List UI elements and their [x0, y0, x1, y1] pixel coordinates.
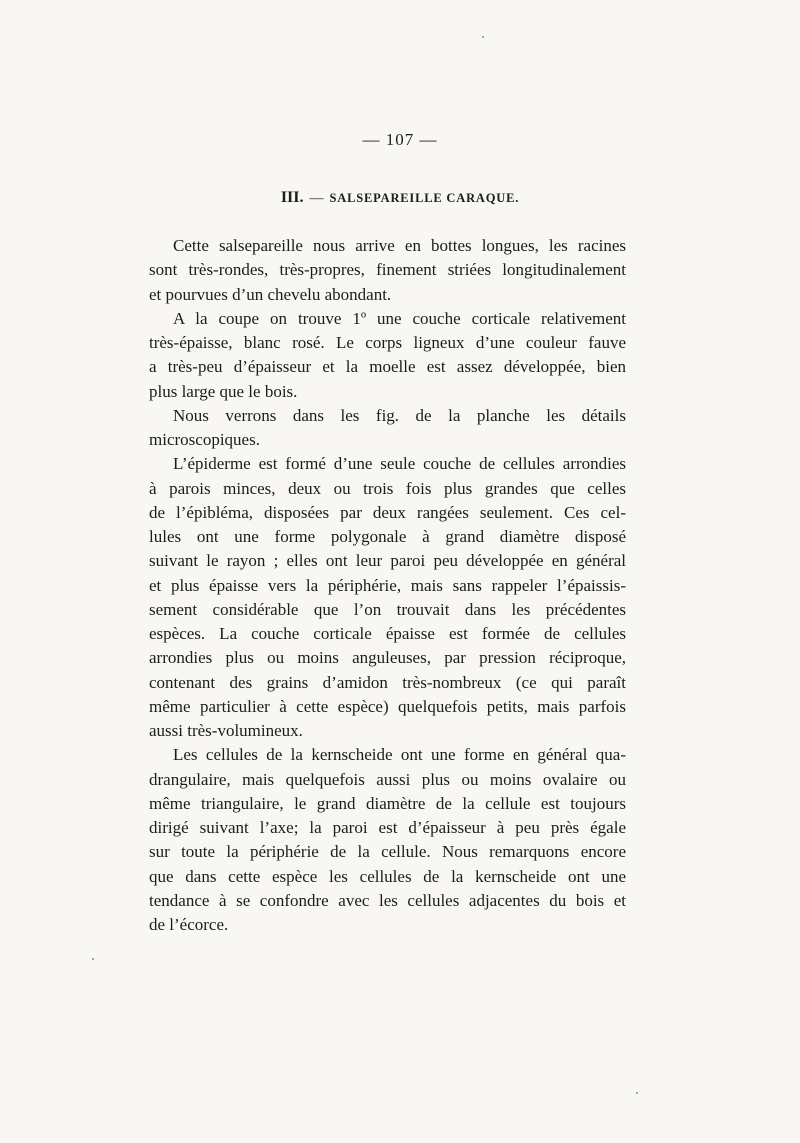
text-line: suivant le rayon ; elles ont leur paroi peu développée en général: [149, 551, 626, 571]
text-line: de l’épibléma, disposées par deux rangées seulement. Ces cel-: [149, 502, 626, 522]
text-line: lules ont une forme polygonale à grand diamètre disposé: [149, 527, 626, 546]
page-number: — 107 —: [362, 130, 438, 149]
text-line: A la coupe on trouve 1º une couche corticale relativement: [173, 308, 626, 328]
section-heading: [0, 189, 800, 207]
paper-speck: [636, 1092, 638, 1094]
paper-speck: [92, 958, 94, 960]
text-line: de l’écorce.: [149, 915, 229, 934]
text-line: Cette salsepareille nous arrive en bottes longues, les racines: [173, 236, 626, 255]
text-line: même triangulaire, le grand diamètre de la cellule est toujours: [149, 793, 626, 813]
text-line: que dans cette espèce les cellules de la kernscheide ont une: [149, 866, 626, 886]
section-dash: —: [309, 191, 324, 206]
paper-speck: [482, 36, 484, 38]
section-title: SALSEPAREILLE CARAQUE.: [329, 191, 520, 205]
text-line: Les cellules de la kernscheide ont une forme en général qua-: [173, 745, 626, 765]
text-line: tendance à se confondre avec les cellules adjacentes du bois et: [149, 890, 626, 910]
text-line: arrondies plus ou moins anguleuses, par pression réciproque,: [149, 648, 626, 668]
text-line: même particulier à cette espèce) quelquefois petits, mais parfois: [149, 696, 626, 716]
text-line: drangulaire, mais quelquefois aussi plus ou moins ovalaire ou: [149, 769, 626, 789]
text-line: a très-peu d’épaisseur et la moelle est assez développée, bien: [149, 357, 626, 377]
text-line: très-épaisse, blanc rosé. Le corps ligneux d’une couleur fauve: [149, 333, 626, 352]
section-numeral: III.: [280, 189, 304, 206]
text-line: contenant des grains d’amidon très-nombreux (ce qui paraît: [149, 672, 626, 692]
text-line: sur toute la périphérie de la cellule. Nous remarquons encore: [149, 842, 626, 862]
text-line: plus large que le bois.: [149, 381, 298, 401]
text-line: et pourvues d’un chevelu abondant.: [149, 284, 392, 304]
body-text: [149, 234, 626, 937]
text-line: à parois minces, deux ou trois fois plus grandes que celles: [149, 478, 626, 498]
text-line: sont très-rondes, très-propres, finement striées longitudinalement: [149, 260, 626, 280]
text-line: sement considérable que l’on trouvait dans les précédentes: [149, 599, 626, 619]
text-line: microscopiques.: [149, 430, 260, 449]
text-line: Nous verrons dans les fig. de la planche les détails: [173, 405, 626, 425]
text-line: aussi très-volumineux.: [149, 721, 303, 740]
text-line: dirigé suivant l’axe; la paroi est d’épaisseur à peu près égale: [149, 818, 626, 837]
text-line: espèces. La couche corticale épaisse est formée de cellules: [149, 624, 626, 643]
text-line: et plus épaisse vers la périphérie, mais sans rappeler l’épaissis-: [149, 575, 626, 595]
text-line: L’épiderme est formé d’une seule couche de cellules arrondies: [173, 454, 626, 474]
